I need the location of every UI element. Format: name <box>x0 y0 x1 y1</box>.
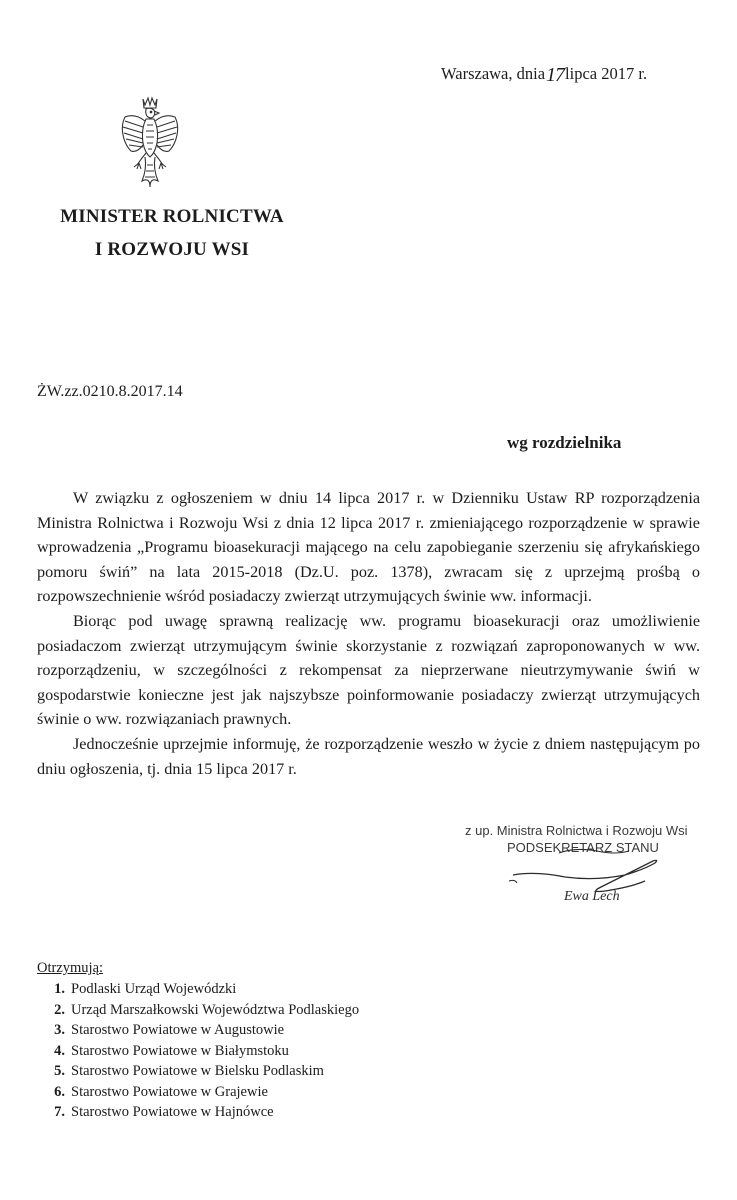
distribution-item: 3. Starostwo Powiatowe w Augustowie <box>54 1022 285 1038</box>
signatory-name: Ewa Lech <box>564 889 620 904</box>
date-day-handwritten: 17 <box>546 64 565 86</box>
body-paragraph-3: Jednocześnie uprzejmie informuję, że rozporządzenie weszło w życie z dniem następującym po dniu ogłoszenia, tj. dnia 15 lipca 2017 r. <box>37 734 700 778</box>
signature-position-line: PODSEKRETARZ STANU <box>507 840 659 855</box>
distribution-title: Otrzymują: <box>37 960 104 976</box>
minister-title-line2: I ROZWOJU WSI <box>94 239 250 260</box>
distribution-item: 1. Podlaski Urząd Wojewódzki <box>54 981 237 997</box>
distribution-item: 6. Starostwo Powiatowe w Grajewie <box>54 1083 268 1100</box>
recipient-line: wg rozdzielnika <box>507 433 622 452</box>
distribution-item: 5. Starostwo Powiatowe w Bielsku Podlaskim <box>54 1063 324 1079</box>
minister-title-line1: MINISTER ROLNICTWA <box>60 206 284 227</box>
minister-title <box>36 200 308 266</box>
date-suffix: lipca 2017 r. <box>565 64 648 83</box>
signature-stamp <box>465 823 735 913</box>
distribution-item: 4. Starostwo Powiatowe w Białymstoku <box>54 1042 289 1059</box>
reference-number: ŻW.zz.0210.8.2017.14 <box>37 383 183 400</box>
distribution-item: 7. Starostwo Powiatowe w Hajnówce <box>54 1104 274 1120</box>
signature-on-behalf-line: z up. Ministra Rolnictwa i Rozwoju Wsi <box>465 823 688 838</box>
white-eagle-emblem-icon <box>117 95 183 191</box>
date-prefix: Warszawa, dnia <box>441 64 546 83</box>
body-paragraph-2: Biorąc pod uwagę sprawną realizację ww. programu bioasekuracji oraz umożliwienie posiadaczom zwierząt utrzymującym świnie skorzystanie z rozwiązań zaproponowanych w ww. rozporządzeniu, w szczególności z rekompensat za nieprzerwane nieutrzymywanie świń w gospodarstwie konieczne jest jak najszybsze poinformowanie posiadaczy zwierząt utrzymujących świnie o ww. rozwiązaniach prawnych. <box>37 611 700 729</box>
document-date <box>441 62 647 85</box>
body-paragraph-1: W związku z ogłoszeniem w dniu 14 lipca 2017 r. w Dzienniku Ustaw RP rozporządzenia Ministra Rolnictwa i Rozwoju Wsi z dnia 12 lipca 2017 r. zmieniającego rozporządzenie w sprawie wprowadzenia „Programu bioasekuracji mającego na celu zapobieganie szerzeniu się afrykańskiego pomoru świń” na lata 2015-2018 (Dz.U. poz. 1378), zwracam się z uprzejmą prośbą o rozpowszechnienie wśród posiadaczy zwierząt utrzymujących świnie ww. informacji. <box>37 489 700 606</box>
distribution-item: 2. Urząd Marszałkowski Województwa Podlaskiego <box>54 1001 360 1018</box>
letter-body <box>37 486 700 781</box>
distribution-list <box>37 960 359 1123</box>
